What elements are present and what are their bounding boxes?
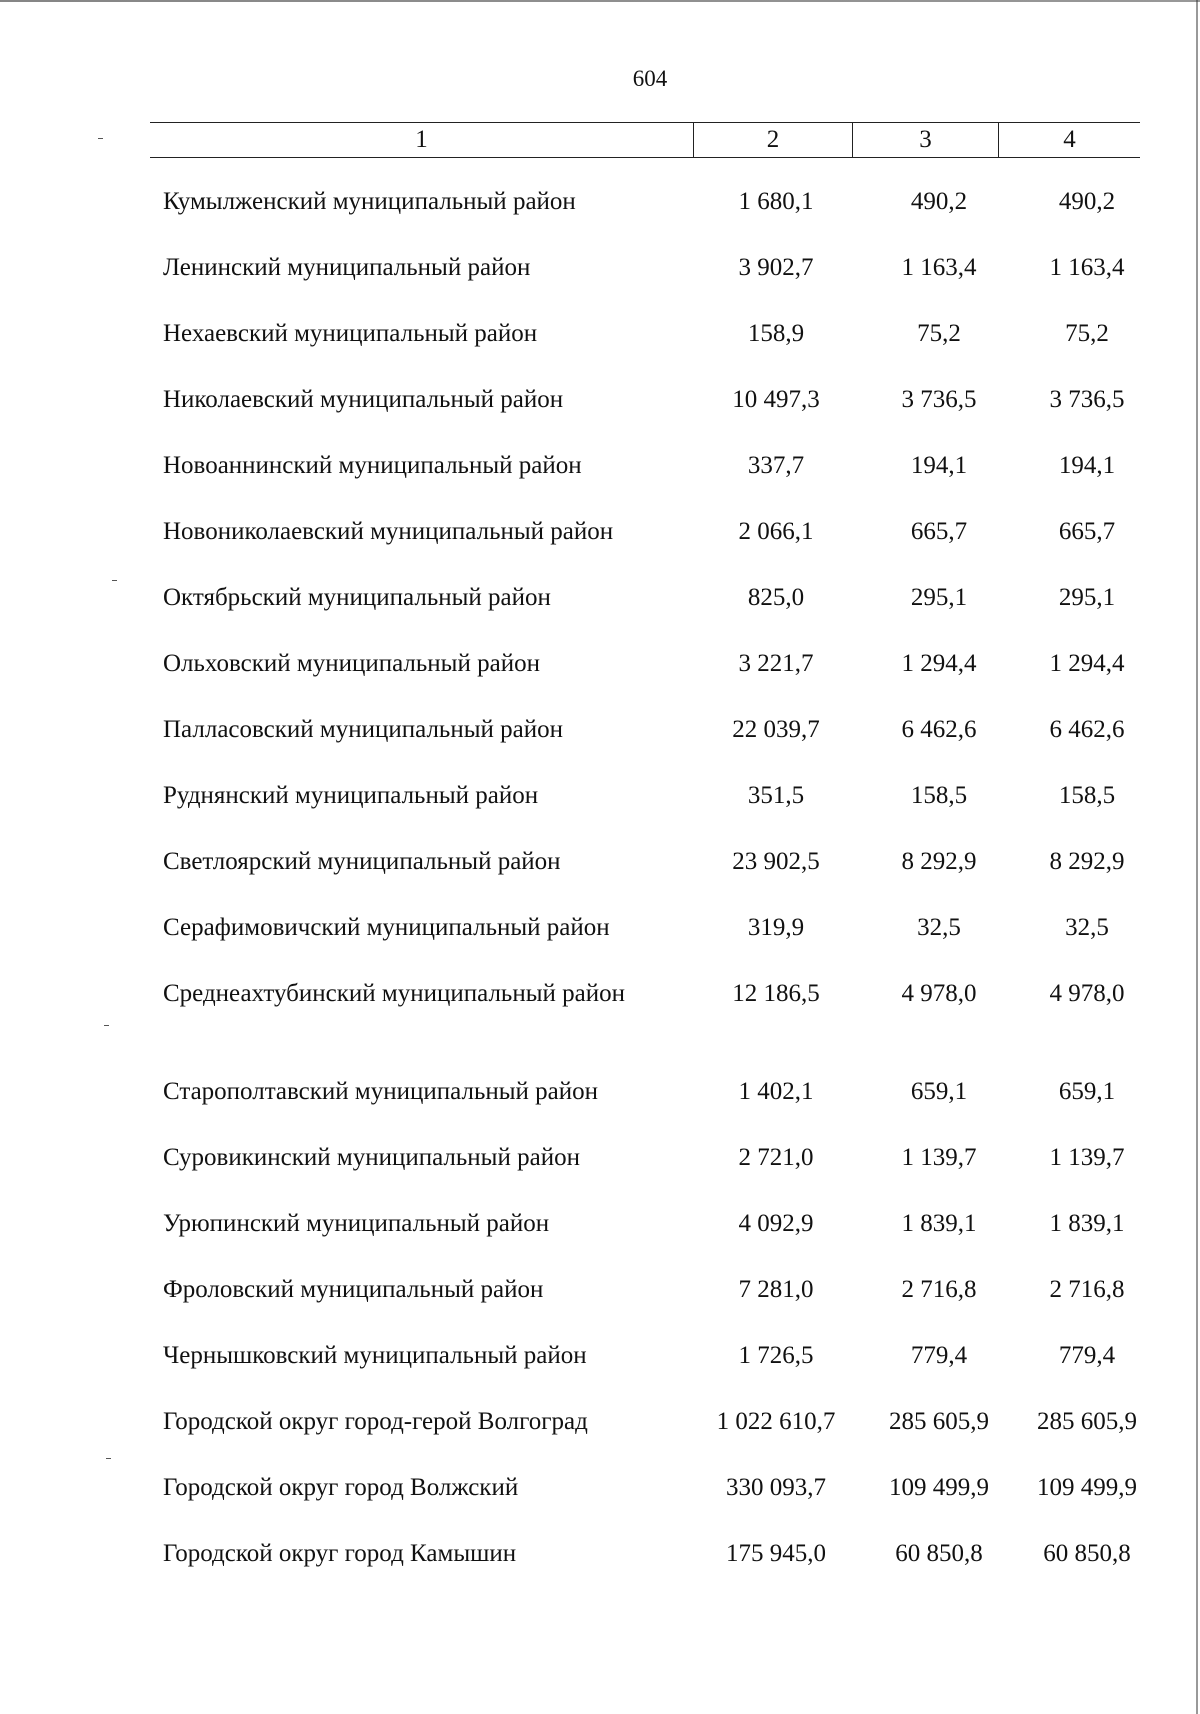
column-header-4: 4 <box>1063 126 1076 153</box>
table-row <box>0 252 1200 318</box>
district-name: Ольховский муниципальный район <box>163 650 540 677</box>
table-row <box>0 1406 1200 1472</box>
district-name: Чернышковский муниципальный район <box>163 1342 587 1369</box>
value-col-4: 1 839,1 <box>1049 1210 1125 1237</box>
value-col-3: 779,4 <box>910 1342 968 1369</box>
value-col-4: 665,7 <box>1058 518 1116 545</box>
table-row <box>0 648 1200 714</box>
value-col-4: 32,5 <box>1065 914 1109 941</box>
value-col-2: 10 497,3 <box>732 386 820 413</box>
scan-edge-top <box>0 0 1200 2</box>
value-col-4: 490,2 <box>1058 188 1116 215</box>
district-name: Кумылженский муниципальный район <box>163 188 576 215</box>
value-col-2: 319,9 <box>747 914 805 941</box>
district-name: Руднянский муниципальный район <box>163 782 539 809</box>
table-body <box>0 186 1200 1604</box>
column-header-1: 1 <box>150 123 694 157</box>
district-name: Городской округ город Волжский <box>163 1474 519 1501</box>
value-col-4: 295,1 <box>1058 584 1116 611</box>
value-col-3: 3 736,5 <box>901 386 977 413</box>
value-col-2: 351,5 <box>747 782 805 809</box>
value-col-4: 285 605,9 <box>1037 1408 1137 1435</box>
value-col-4: 1 294,4 <box>1049 650 1125 677</box>
value-col-4: 75,2 <box>1065 320 1109 347</box>
value-col-2: 22 039,7 <box>732 716 820 743</box>
value-col-2: 330 093,7 <box>726 1474 826 1501</box>
value-col-2: 337,7 <box>747 452 805 479</box>
district-name: Новоаннинский муниципальный район <box>163 452 582 479</box>
value-col-2: 3 902,7 <box>738 254 814 281</box>
table-row <box>0 582 1200 648</box>
value-col-4: 3 736,5 <box>1049 386 1125 413</box>
table-row <box>0 384 1200 450</box>
district-name: Урюпинский муниципальный район <box>163 1210 550 1237</box>
column-header-2: 2 <box>694 123 853 157</box>
value-col-3: 285 605,9 <box>889 1408 989 1435</box>
value-col-2: 2 721,0 <box>738 1144 814 1171</box>
value-col-4: 194,1 <box>1058 452 1116 479</box>
value-col-3: 194,1 <box>910 452 968 479</box>
value-col-3: 1 839,1 <box>901 1210 977 1237</box>
value-col-3: 109 499,9 <box>889 1474 989 1501</box>
district-name: Николаевский муниципальный район <box>163 386 564 413</box>
district-name: Городской округ город Камышин <box>163 1540 517 1567</box>
value-col-2: 1 402,1 <box>738 1078 814 1105</box>
value-col-3: 665,7 <box>910 518 968 545</box>
value-col-3: 659,1 <box>910 1078 968 1105</box>
value-col-4: 109 499,9 <box>1037 1474 1137 1501</box>
value-col-2: 3 221,7 <box>738 650 814 677</box>
table-row <box>0 1538 1200 1604</box>
table-row <box>0 1076 1200 1142</box>
value-col-2: 1 680,1 <box>738 188 814 215</box>
table-row <box>0 1208 1200 1274</box>
value-col-4: 8 292,9 <box>1049 848 1125 875</box>
table-row <box>0 978 1200 1076</box>
scan-speck <box>98 138 103 139</box>
value-col-3: 4 978,0 <box>901 980 977 1007</box>
value-col-3: 6 462,6 <box>901 716 977 743</box>
page-number: 604 <box>632 66 668 91</box>
table-row <box>0 714 1200 780</box>
district-name: Ленинский муниципальный район <box>163 254 531 281</box>
district-name: Старополтавский муниципальный район <box>163 1078 598 1105</box>
table-row <box>0 1142 1200 1208</box>
value-col-3: 295,1 <box>910 584 968 611</box>
table-row <box>0 186 1200 252</box>
value-col-3: 158,5 <box>910 782 968 809</box>
district-name: Светлоярский муниципальный район <box>163 848 561 875</box>
table-row <box>0 318 1200 384</box>
value-col-2: 12 186,5 <box>732 980 820 1007</box>
table-row <box>0 450 1200 516</box>
value-col-3: 490,2 <box>910 188 968 215</box>
value-col-4: 1 163,4 <box>1049 254 1125 281</box>
district-name: Октябрьский муниципальный район <box>163 584 551 611</box>
value-col-2: 825,0 <box>747 584 805 611</box>
district-name: Серафимовичский муниципальный район <box>163 914 610 941</box>
district-name: Нехаевский муниципальный район <box>163 320 538 347</box>
value-col-3: 1 139,7 <box>901 1144 977 1171</box>
value-col-2: 175 945,0 <box>726 1540 826 1567</box>
value-col-4: 4 978,0 <box>1049 980 1125 1007</box>
value-col-3: 1 294,4 <box>901 650 977 677</box>
district-name: Среднеахтубинский муниципальный район <box>163 980 625 1007</box>
value-col-2: 23 902,5 <box>732 848 820 875</box>
table-row <box>0 1472 1200 1538</box>
value-col-2: 1 022 610,7 <box>716 1408 836 1435</box>
table-row <box>0 516 1200 582</box>
column-header-3: 3 <box>853 123 999 157</box>
value-col-2: 4 092,9 <box>738 1210 814 1237</box>
value-col-4: 60 850,8 <box>1043 1540 1131 1567</box>
table-header <box>150 122 1140 158</box>
value-col-2: 1 726,5 <box>738 1342 814 1369</box>
district-name: Городской округ город-герой Волгоград <box>163 1408 588 1435</box>
value-col-3: 32,5 <box>917 914 961 941</box>
value-col-2: 158,9 <box>747 320 805 347</box>
district-name: Фроловский муниципальный район <box>163 1276 544 1303</box>
table-row <box>0 780 1200 846</box>
value-col-4: 659,1 <box>1058 1078 1116 1105</box>
value-col-3: 2 716,8 <box>901 1276 977 1303</box>
table-row <box>0 846 1200 912</box>
table-row <box>0 912 1200 978</box>
table-row <box>0 1340 1200 1406</box>
value-col-2: 2 066,1 <box>738 518 814 545</box>
district-name: Суровикинский муниципальный район <box>163 1144 580 1171</box>
value-col-3: 8 292,9 <box>901 848 977 875</box>
value-col-4: 6 462,6 <box>1049 716 1125 743</box>
value-col-4: 1 139,7 <box>1049 1144 1125 1171</box>
value-col-3: 75,2 <box>917 320 961 347</box>
value-col-4: 158,5 <box>1058 782 1116 809</box>
value-col-3: 60 850,8 <box>895 1540 983 1567</box>
district-name: Палласовский муниципальный район <box>163 716 563 743</box>
value-col-4: 2 716,8 <box>1049 1276 1125 1303</box>
value-col-2: 7 281,0 <box>738 1276 814 1303</box>
table-row <box>0 1274 1200 1340</box>
district-name: Новониколаевский муниципальный район <box>163 518 614 545</box>
value-col-3: 1 163,4 <box>901 254 977 281</box>
value-col-4: 779,4 <box>1058 1342 1116 1369</box>
